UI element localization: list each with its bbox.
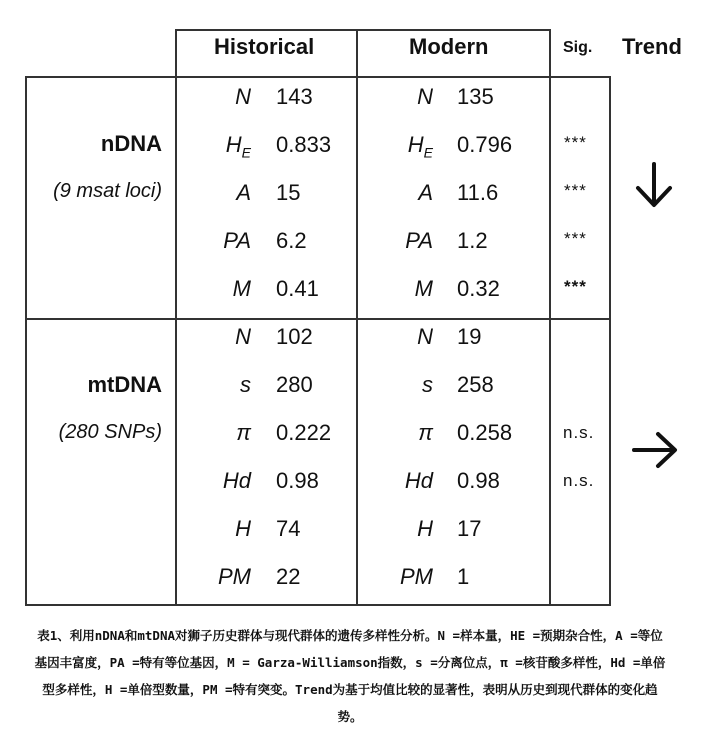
ndna-row-0-symbol: N xyxy=(235,84,251,109)
group-subtitle-ndna: (9 msat loci) xyxy=(53,180,162,202)
header-top-border xyxy=(175,29,551,31)
header-bottom-border xyxy=(25,76,611,78)
mtdna-row-1-symbol: s xyxy=(240,372,251,397)
mtdna-row-0-symbol-modern: N xyxy=(417,324,433,349)
table-bottom-border xyxy=(25,604,611,606)
historical-left-border xyxy=(175,29,177,606)
header-historical: Historical xyxy=(214,34,315,59)
mtdna-row-3-modern: 0.98 xyxy=(457,468,500,493)
mtdna-row-2-historical: 0.222 xyxy=(276,420,332,445)
mtdna-row-5-historical: 22 xyxy=(276,564,301,589)
ndna-row-4-symbol: M xyxy=(232,276,251,301)
ndna-row-2-sig: *** xyxy=(564,181,587,200)
ndna-row-2-symbol-modern: A xyxy=(418,180,433,205)
mtdna-row-4-modern: 17 xyxy=(457,516,482,541)
mtdna-row-1-symbol-modern: s xyxy=(422,372,433,397)
ndna-row-3-historical: 6.2 xyxy=(276,228,307,253)
sig-left-border xyxy=(549,29,551,606)
group-divider xyxy=(25,318,611,320)
mtdna-row-3-sig: n.s. xyxy=(563,471,595,490)
ndna-row-4-historical: 0.41 xyxy=(276,276,319,301)
table-caption xyxy=(14,622,686,730)
ndna-row-3-symbol-modern: PA xyxy=(405,228,433,253)
ndna-row-1-symbol: $H_E$ xyxy=(225,132,251,161)
mtdna-row-3-historical: 0.98 xyxy=(276,468,319,493)
ndna-row-3-sig: *** xyxy=(564,229,587,248)
mtdna-row-5-modern: 1 xyxy=(457,564,470,589)
header-modern: Modern xyxy=(409,34,489,59)
header-trend: Trend xyxy=(622,34,682,59)
ndna-row-1-sig: *** xyxy=(564,133,587,152)
caption-line-2: 基因丰富度，PA =特有等位基因，M = Garza-Williamson指数，s =分离位点，π =核苷酸多样性，Hd =单倍 xyxy=(34,655,666,670)
mtdna-row-0-historical: 102 xyxy=(276,324,313,349)
mtdna-row-5-symbol-modern: PM xyxy=(400,564,433,589)
ndna-row-0-modern: 135 xyxy=(457,84,494,109)
modern-left-border xyxy=(356,29,358,606)
mtdna-row-2-symbol-modern: π xyxy=(418,420,433,445)
ndna-row-1-modern: 0.796 xyxy=(457,132,513,157)
ndna-row-4-sig: *** xyxy=(564,277,587,296)
arrow-down-icon xyxy=(634,162,674,208)
ndna-row-1-historical: 0.833 xyxy=(276,132,332,157)
sig-right-border xyxy=(609,76,611,606)
mtdna-row-0-modern: 19 xyxy=(457,324,482,349)
header-sig: Sig. xyxy=(563,39,593,56)
group-name-ndna: nDNA xyxy=(100,131,162,156)
mtdna-row-5-symbol: PM xyxy=(218,564,251,589)
ndna-row-2-modern: 11.6 xyxy=(457,180,499,205)
mtdna-row-3-symbol-modern: Hd xyxy=(404,468,433,493)
ndna-row-4-modern: 0.32 xyxy=(457,276,500,301)
mtdna-row-0-symbol: N xyxy=(235,324,251,349)
ndna-row-3-symbol: PA xyxy=(223,228,251,253)
ndna-row-3-modern: 1.2 xyxy=(457,228,488,253)
ndna-row-0-historical: 143 xyxy=(276,84,313,109)
mtdna-row-4-symbol-modern: H xyxy=(417,516,433,541)
mtdna-row-2-modern: 0.258 xyxy=(457,420,513,445)
mtdna-row-1-historical: 280 xyxy=(276,372,313,397)
ndna-row-1-symbol-modern: $H_E$ xyxy=(407,132,433,161)
ndna-row-4-symbol-modern: M xyxy=(414,276,433,301)
mtdna-row-4-symbol: H xyxy=(235,516,251,541)
caption-line-4: 势。 xyxy=(337,709,363,724)
group-subtitle-mtdna: (280 SNPs) xyxy=(58,421,162,443)
mtdna-row-3-symbol: Hd xyxy=(222,468,251,493)
group-name-mtdna: mtDNA xyxy=(87,372,162,397)
mtdna-row-2-symbol: π xyxy=(236,420,251,445)
ndna-row-2-symbol: A xyxy=(236,180,251,205)
caption-line-3: 型多样性，H =单倍型数量，PM =特有突变。Trend为基于均值比较的显著性，表明从历史到现代群体的变化趋 xyxy=(42,682,658,697)
arrow-right-icon xyxy=(632,430,678,470)
caption-line-1: 表1、利用nDNA和mtDNA对狮子历史群体与现代群体的遗传多样性分析。N =样本量，HE =预期杂合性，A =等位 xyxy=(37,628,663,643)
mtdna-row-2-sig: n.s. xyxy=(563,423,595,442)
mtdna-row-4-historical: 74 xyxy=(276,516,301,541)
ndna-row-0-symbol-modern: N xyxy=(417,84,433,109)
ndna-row-2-historical: 15 xyxy=(276,180,301,205)
mtdna-row-1-modern: 258 xyxy=(457,372,494,397)
